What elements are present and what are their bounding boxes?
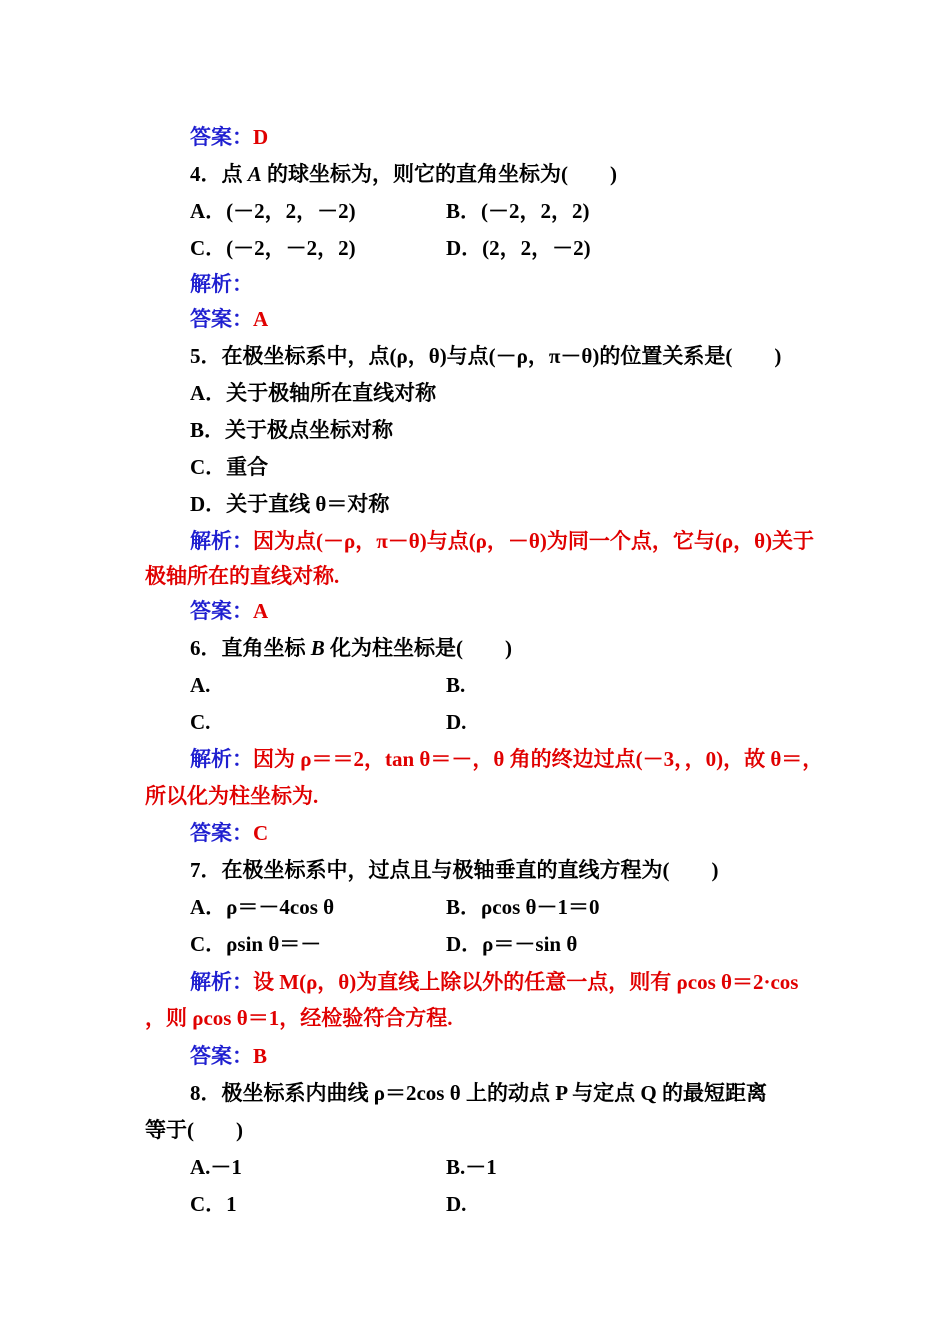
q7-option-d: D．ρ＝－sin θ [446,932,578,956]
q6-stem: 6．直角坐标 B 化为柱坐标是( ) [190,636,513,660]
q6-answer-line [0,818,950,848]
q6-option-a: A. [190,673,211,697]
q4-answer-line [0,304,950,334]
q4-answer: A [253,307,269,331]
q7-analysis-line2: ，则 ρcos θ＝1，经检验符合方程. [145,1006,453,1030]
q6-options-row1 [0,670,950,700]
q5-option-a: A．关于极轴所在直线对称 [190,381,437,405]
q5-answer: A [253,599,269,623]
q4-option-b: B．(－2，2，2) [446,199,590,223]
analysis-label: 解析： [190,529,253,553]
q7-answer-line [0,1041,950,1071]
q4-analysis [0,269,950,299]
q4-option-a: A．(－2，2，－2) [190,199,356,223]
answer-label: 答案： [190,307,253,331]
q5-analysis-line1: 解析：因为点(－ρ，π－θ)与点(ρ，－θ)为同一个点，它与(ρ，θ)关于 [190,529,815,553]
answer-label: 答案： [190,821,253,845]
answer-label: 答案： [190,599,253,623]
q6-option-d: D. [446,710,467,734]
q8-option-d: D. [446,1192,467,1216]
q5-stem: 5．在极坐标系中，点(ρ，θ)与点(－ρ，π－θ)的位置关系是( ) [190,344,782,368]
q8-stem-line1: 8．极坐标系内曲线 ρ＝2cos θ 上的动点 P 与定点 Q 的最短距离 [190,1081,767,1105]
q6-options-row2 [0,707,950,737]
q7-option-b: B．ρcos θ－1＝0 [446,895,600,919]
q3-answer-line [0,122,950,152]
analysis-label: 解析： [190,747,253,771]
q6-option-c: C. [190,710,211,734]
answer-label: 答案： [190,1044,253,1068]
q8-options-row1 [0,1152,950,1182]
q8-options-row2 [0,1189,950,1219]
q7-analysis-line1: 解析：设 M(ρ，θ)为直线上除以外的任意一点，则有 ρcos θ＝2·cos [190,970,799,994]
answer-label: 答案： [190,125,253,149]
q4-options-row2 [0,233,950,263]
q6-analysis-line1: 解析：因为 ρ＝＝2，tan θ＝－，θ 角的终边过点(－3，，0)，故 θ＝， [190,747,824,771]
q7-options-row2 [0,929,950,959]
q6-option-b: B. [446,673,466,697]
q4-option-d: D．(2，2，－2) [446,236,591,260]
q6-analysis-line2: 所以化为柱坐标为. [145,784,319,808]
q3-answer: D [253,125,269,149]
q4-stem: 4．点 A 的球坐标为，则它的直角坐标为( ) [190,162,618,186]
q4-option-c: C．(－2，－2，2) [190,236,356,260]
q7-options-row1 [0,892,950,922]
analysis-label: 解析： [190,970,253,994]
q5-option-c: C．重合 [190,455,269,479]
q8-option-a: A.－1 [190,1155,242,1179]
q7-option-c: C．ρsin θ＝－ [190,932,322,956]
q7-stem: 7．在极坐标系中，过点且与极轴垂直的直线方程为( ) [190,858,719,882]
q6-answer: C [253,821,269,845]
q5-analysis-line2: 极轴所在的直线对称. [145,564,340,588]
q4-options-row1 [0,196,950,226]
q8-option-c: C．1 [190,1192,237,1216]
analysis-label: 解析： [190,272,253,296]
q5-option-d: D．关于直线 θ＝对称 [190,492,390,516]
q8-option-b: B.－1 [446,1155,497,1179]
q7-answer: B [253,1044,268,1068]
q5-option-b: B．关于极点坐标对称 [190,418,394,442]
q7-option-a: A．ρ＝－4cos θ [190,895,335,919]
q5-answer-line [0,596,950,626]
q8-stem-line2: 等于( ) [145,1118,243,1142]
